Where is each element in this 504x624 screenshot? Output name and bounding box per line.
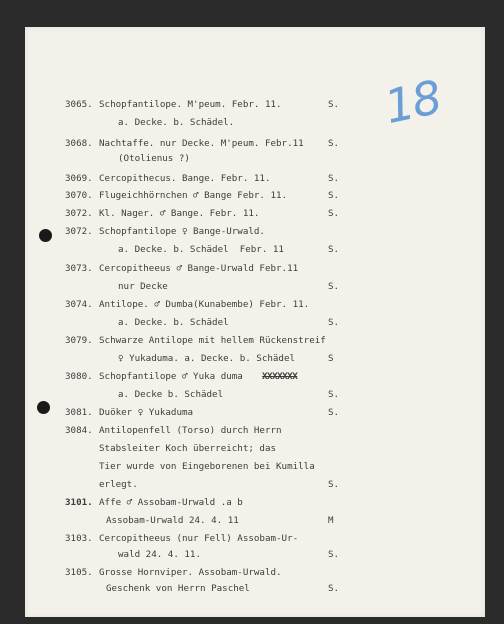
entry-line [0,172,504,186]
entry-line [0,548,504,562]
entry-mark: S. [328,138,340,149]
entry-line [0,406,504,420]
entry-text: Assobam-Urwald 24. 4. 11 [106,515,239,526]
entry-number: 3072. [65,208,93,219]
entry-line [0,152,504,166]
entry-number: 3084. [65,425,93,436]
entry-text: Geschenk von Herrn Paschel [106,583,250,594]
entry-mark: S. [328,407,340,418]
entry-line [0,352,504,366]
entry-line [0,582,504,596]
entry-line [0,478,504,492]
entry-text: wald 24. 4. 11. [118,549,201,560]
entry-line [0,532,504,546]
entry-text: Schwarze Antilope mit hellem Rückenstreif [99,335,326,346]
entry-text: Nachtaffe. nur Decke. M'peum. Febr.11 [99,138,304,149]
entry-text: Cercopitheeus (nur Fell) Assobam-Ur- [99,533,299,544]
entry-line [0,424,504,438]
entry-text: Schopfantilope ♂ Yuka duma [99,371,243,382]
entry-text: Tier wurde von Eingeborenen bei Kumilla [99,461,315,472]
entry-text: erlegt. [99,479,138,490]
entry-number: 3074. [65,299,93,310]
entry-mark: S. [328,99,340,110]
entry-number: 3070. [65,190,93,201]
entry-text: Flugeichhörnchen ♂ Bange Febr. 11. [99,190,288,201]
entry-line [0,298,504,312]
struck-out-text: XXXXXXX [262,371,298,382]
entry-number: 3068. [65,138,93,149]
entry-mark: M [328,515,334,526]
entry-line [0,514,504,528]
entry-number: 3079. [65,335,93,346]
entry-line [0,566,504,580]
entry-mark: S. [328,190,340,201]
entry-number: 3080. [65,371,93,382]
entry-line [0,388,504,402]
entry-mark: S. [328,549,340,560]
entry-text: ♀ Yukaduma. a. Decke. b. Schädel [118,353,296,364]
entry-line [0,137,504,151]
entry-text: Grosse Hornviper. Assobam-Urwald. [99,567,282,578]
entry-number: 3103. [65,533,93,544]
entry-line [0,370,504,384]
entry-text: (Otolienus ?) [118,153,190,164]
entry-line [0,496,504,510]
entry-text: Stabsleiter Koch überreicht; das [99,443,277,454]
entry-number: 3072. [65,226,93,237]
entry-text: Duöker ♀ Yukaduma [99,407,194,418]
entry-mark: S [328,353,334,364]
entry-text: Cercopithecus. Bange. Febr. 11. [99,173,271,184]
entry-line [0,225,504,239]
entry-line [0,460,504,474]
entry-number: 3069. [65,173,93,184]
entry-line [0,334,504,348]
entry-text: Antilopenfell (Torso) durch Herrn [99,425,282,436]
entry-line [0,262,504,276]
entry-text: Kl. Nager. ♂ Bange. Febr. 11. [99,208,260,219]
entry-text: a. Decke. b. Schädel [118,317,229,328]
entry-text: nur Decke [118,281,168,292]
entry-mark: S. [328,208,340,219]
entry-line [0,207,504,221]
entry-mark: S. [328,244,340,255]
entry-line [0,116,504,130]
entry-text: Antilope. ♂ Dumba(Kunabembe) Febr. 11. [99,299,310,310]
entry-number: 3105. [65,567,93,578]
entry-number: 3073. [65,263,93,274]
entry-mark: S. [328,317,340,328]
entry-text: a. Decke. b. Schädel. [118,117,235,128]
entry-line [0,280,504,294]
entry-text: Cercopitheeus ♂ Bange-Urwald Febr.11 [99,263,299,274]
entry-number: 3081. [65,407,93,418]
entry-number: 3065. [65,99,93,110]
entry-mark: S. [328,583,340,594]
entry-mark: S. [328,389,340,400]
entry-mark: S. [328,479,340,490]
entry-line [0,442,504,456]
entry-line [0,98,504,112]
entry-number: 3101. [65,497,93,508]
entry-text: a. Decke b. Schädel [118,389,224,400]
entry-mark: S. [328,281,340,292]
entry-mark: S. [328,173,340,184]
entry-text: Schopfantilope ♀ Bange-Urwald. [99,226,265,237]
entry-line [0,189,504,203]
entry-line [0,243,504,257]
entry-text: Affe ♂ Assobam-Urwald .a b [99,497,243,508]
entry-text: a. Decke. b. Schädel Febr. 11 [118,244,284,255]
entry-line [0,316,504,330]
entry-text: Schopfantilope. M'peum. Febr. 11. [99,99,282,110]
page-number: 18 [379,69,445,135]
